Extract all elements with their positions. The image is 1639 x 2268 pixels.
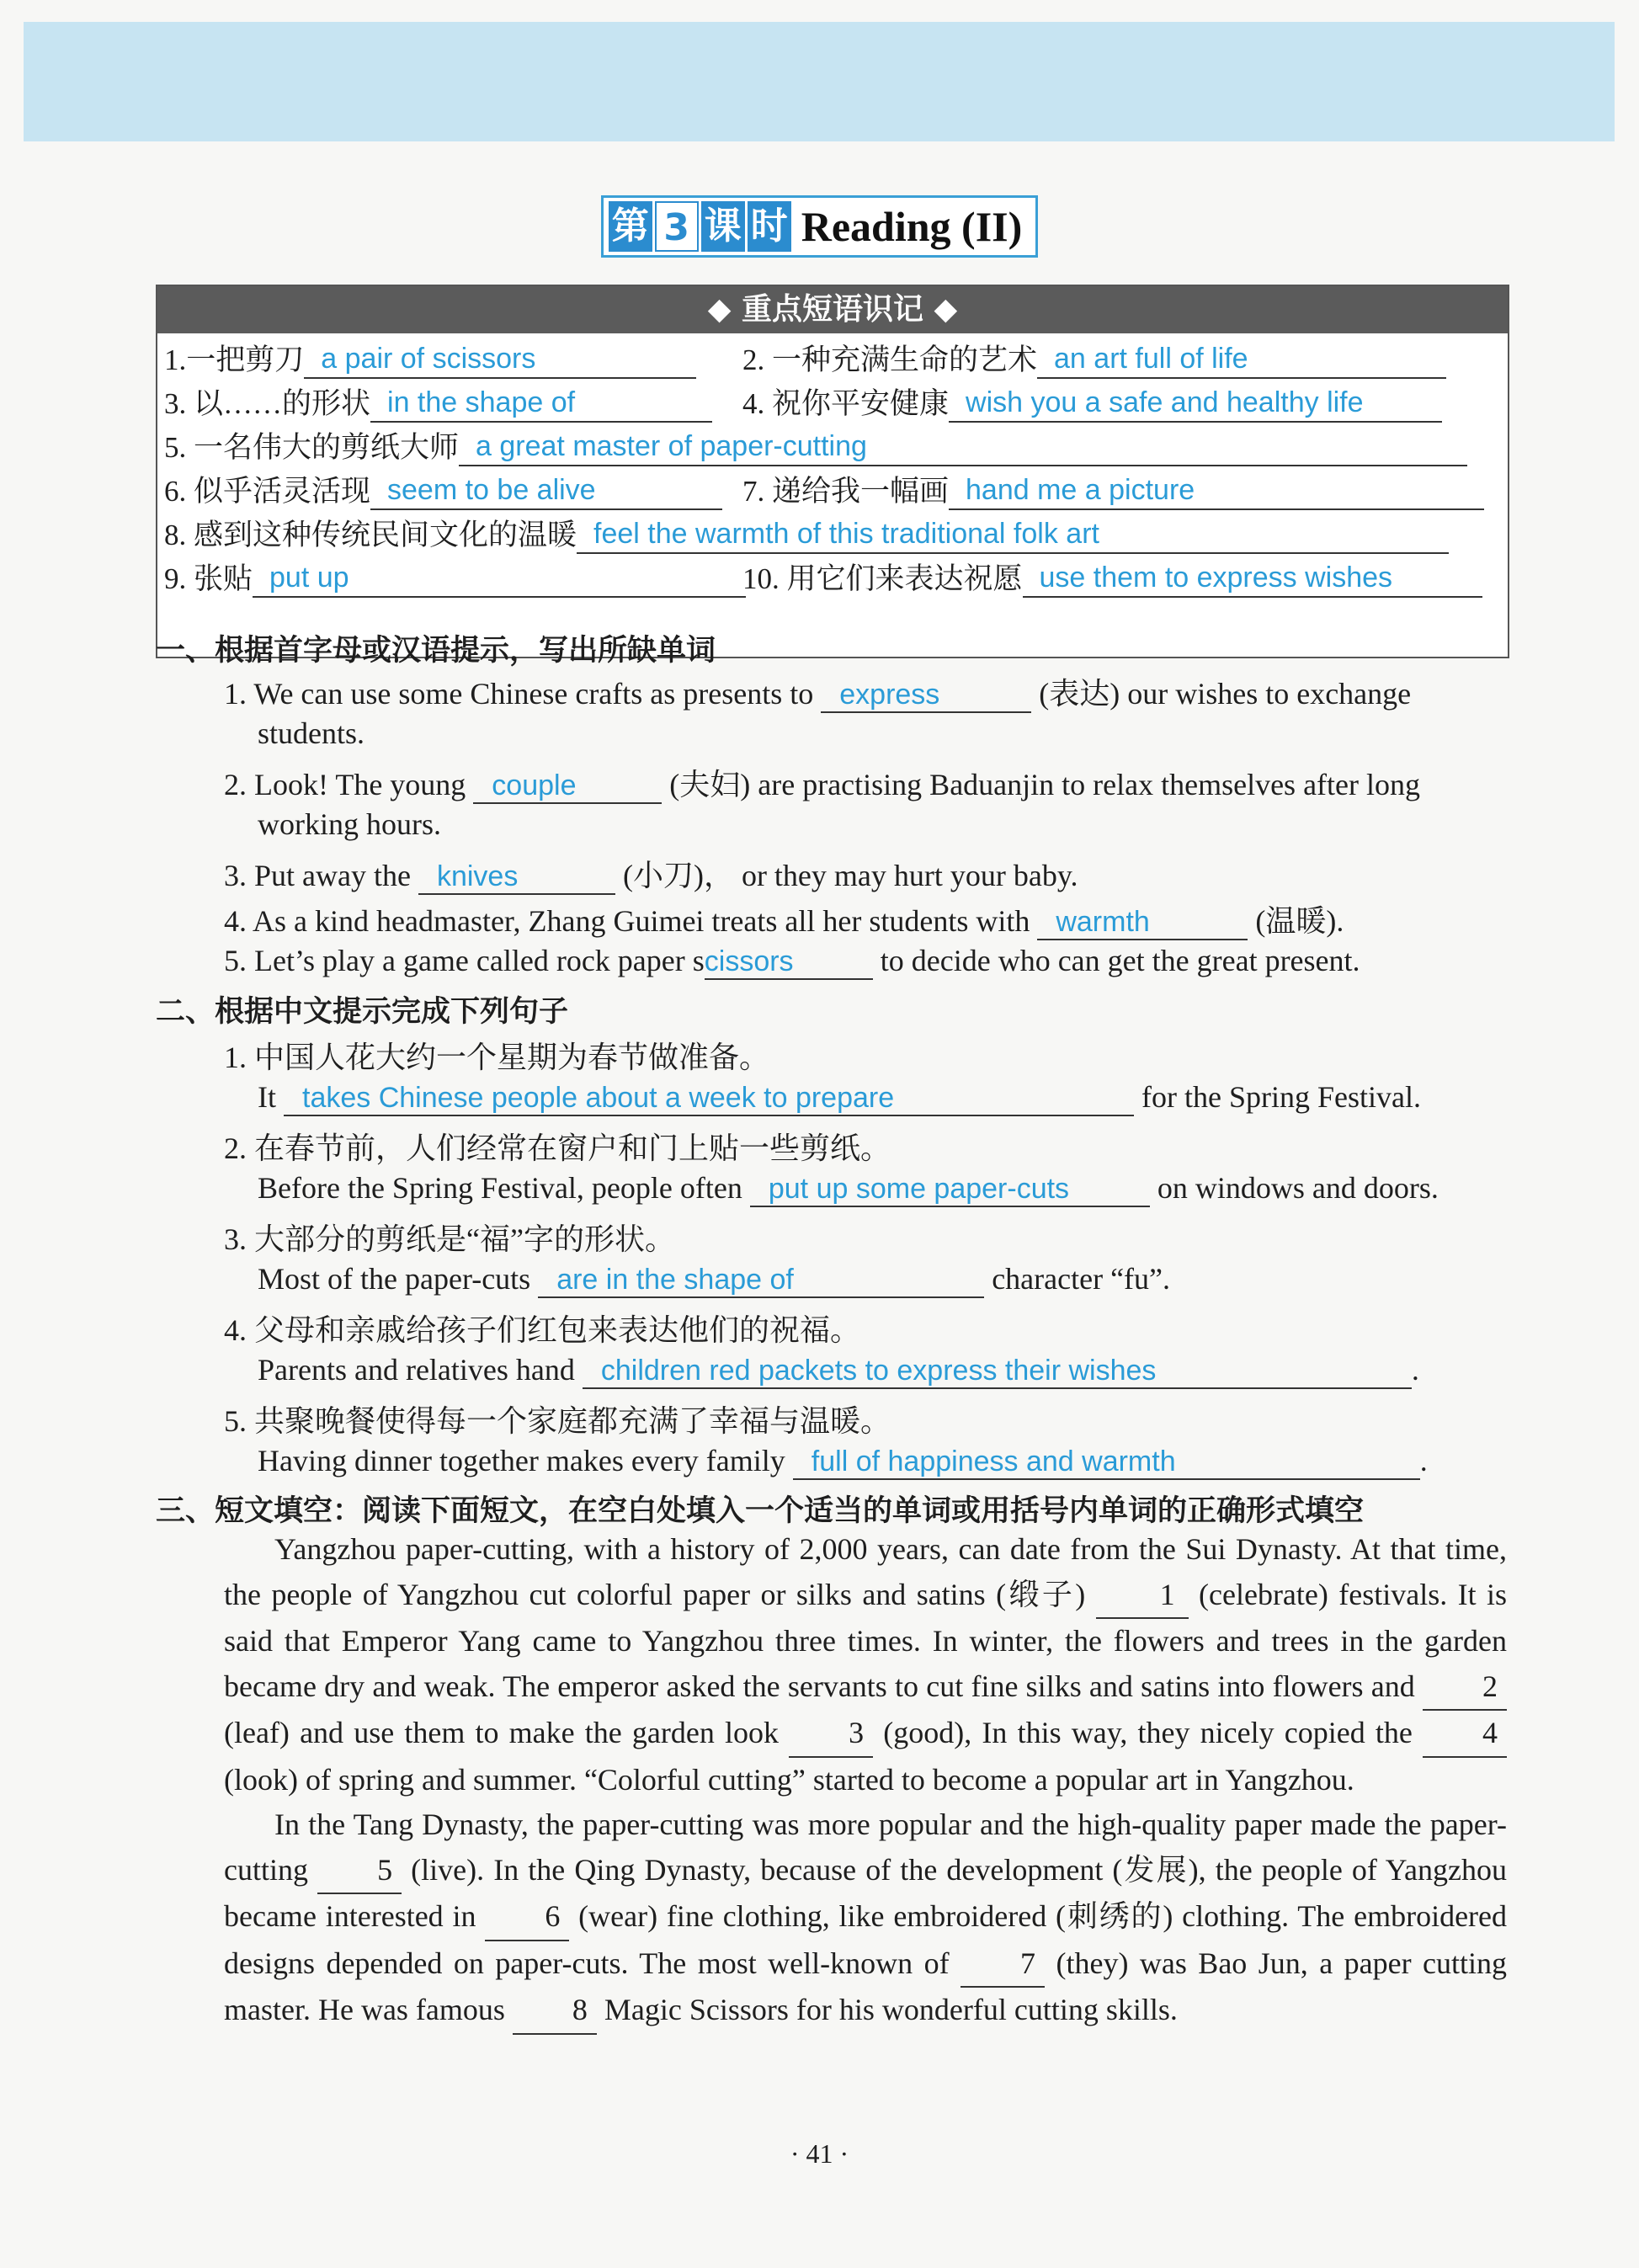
key-phrases-heading: ◆ 重点短语识记 ◆ — [157, 286, 1508, 333]
cloze-blank-3: 3 — [789, 1711, 873, 1758]
cloze-blank-1: 1 — [1096, 1573, 1189, 1620]
question-text: Having dinner together makes every family — [258, 1444, 785, 1477]
section-2-heading: 二、根据中文提示完成下列句子 — [156, 995, 569, 1029]
passage-text: Magic Scissors for his wonderful cutting skills. — [604, 1993, 1178, 2026]
answer-blank: warmth — [1037, 906, 1248, 940]
cloze-passage — [224, 1527, 1507, 2035]
phrase-answer: in the shape of — [370, 386, 712, 423]
s1-question-4 — [224, 897, 1344, 940]
phrase-item — [164, 337, 696, 379]
phrase-row — [157, 424, 1508, 466]
question-text: Before the Spring Festival, people often — [258, 1171, 742, 1205]
question-text: character “fu”. — [992, 1262, 1171, 1296]
question-text: to decide who can get the great present. — [880, 944, 1360, 977]
question-text: students. — [258, 716, 365, 750]
passage-text: Yangzhou paper-cutting, with a history of 2,000 years, can date from the Sui Dynasty. At that time, the people of Yangzhou cut colorful paper or silks and satins (缎子) — [224, 1532, 1507, 1611]
s1-question-1 — [224, 670, 1411, 713]
answer-blank: cissors — [705, 945, 873, 980]
phrase-item — [164, 468, 722, 510]
answer-blank: takes Chinese people about a week to prepare — [284, 1082, 1134, 1116]
phrase-answer: seem to be alive — [370, 474, 722, 510]
phrase-cn: 5. 一名伟大的剪纸大师 — [164, 431, 460, 464]
answer-blank: children red packets to express their wishes — [583, 1355, 1412, 1389]
phrase-answer: a pair of scissors — [304, 343, 696, 379]
s2-question-2 — [258, 1170, 1439, 1207]
section-1-heading: 一、根据首字母或汉语提示，写出所缺单词 — [156, 634, 716, 668]
question-text: Most of the paper-cuts — [258, 1262, 531, 1296]
phrase-row — [157, 337, 1508, 379]
s1-question-5 — [224, 943, 1360, 980]
lesson-tag-char: 时 — [748, 201, 791, 252]
page-number: · 41 · — [790, 2138, 849, 2169]
lesson-tag-char: 课 — [701, 201, 745, 252]
phrase-answer: hand me a picture — [949, 474, 1484, 510]
question-text: for the Spring Festival. — [1141, 1080, 1421, 1114]
phrase-cn: 10. 用它们来表达祝愿 — [742, 562, 1023, 595]
phrase-row — [157, 468, 1508, 510]
question-text: 4. As a kind headmaster, Zhang Guimei treats all her students with — [224, 904, 1030, 938]
passage-text: In the Tang Dynasty, the paper-cutting was more popular and the high-quality paper made the paper-cutting — [224, 1807, 1507, 1887]
lesson-number: 3 — [655, 201, 699, 252]
question-text: (温暖). — [1255, 904, 1344, 938]
passage-text: (they) was Bao Jun, a paper cutting master. He was famous — [224, 1946, 1508, 2026]
s2-question-2-cn: 2. 在春节前，人们经常在窗户和门上贴一些剪纸。 — [224, 1131, 891, 1165]
phrase-cn: 9. 张贴 — [164, 562, 253, 595]
s2-question-3-cn: 3. 大部分的剪纸是“福”字的形状。 — [224, 1222, 675, 1256]
cloze-blank-5: 5 — [317, 1848, 402, 1895]
question-text: (小刀)， or they may hurt your baby. — [622, 859, 1078, 892]
answer-blank: express — [821, 679, 1031, 713]
phrase-item — [164, 556, 746, 598]
phrase-answer: feel the warmth of this traditional folk art — [577, 518, 1449, 554]
passage-text: (wear) fine clothing, like embroidered (刺绣的) clothing. The embroidered designs depended on paper-cuts. The most well-known of — [224, 1899, 1508, 1980]
phrase-answer: wish you a safe and healthy life — [949, 386, 1442, 423]
lesson-tag-char: 第 — [609, 201, 652, 252]
answer-blank: couple — [473, 769, 662, 804]
s2-question-1-cn: 1. 中国人花大约一个星期为春节做准备。 — [224, 1041, 770, 1074]
phrase-item — [742, 381, 1442, 423]
phrase-item — [164, 381, 712, 423]
top-color-band — [24, 22, 1615, 141]
phrase-item — [742, 468, 1484, 510]
question-text: Parents and relatives hand — [258, 1353, 575, 1387]
s2-question-4-cn: 4. 父母和亲戚给孩子们红包来表达他们的祝福。 — [224, 1313, 861, 1347]
s2-question-4 — [258, 1352, 1419, 1389]
title-box — [601, 195, 1039, 258]
cloze-blank-7: 7 — [961, 1941, 1045, 1988]
phrase-item — [164, 424, 1467, 466]
question-text: 5. Let’s play a game called rock paper s — [224, 944, 705, 977]
cloze-blank-4: 4 — [1423, 1711, 1507, 1758]
question-text: It — [258, 1080, 276, 1114]
phrase-item — [164, 512, 1449, 554]
passage-text: (leaf) and use them to make the garden look — [224, 1716, 779, 1749]
question-text: 3. Put away the — [224, 859, 411, 892]
answer-blank: put up some paper-cuts — [750, 1173, 1150, 1207]
answer-blank: are in the shape of — [538, 1264, 984, 1298]
phrase-row — [157, 381, 1508, 423]
cloze-blank-2: 2 — [1423, 1664, 1507, 1712]
passage-paragraph-2 — [224, 1802, 1507, 2035]
passage-text: (look) of spring and summer. “Colorful cutting” started to become a popular art in Yangzhou. — [224, 1762, 1354, 1797]
phrase-row — [157, 556, 1508, 598]
s1-question-2 — [224, 761, 1420, 804]
passage-paragraph-1 — [224, 1527, 1507, 1802]
s2-question-1 — [258, 1079, 1421, 1116]
section-3-heading: 三、短文填空：阅读下面短文，在空白处填入一个适当的单词或用括号内单词的正确形式填空 — [156, 1494, 1365, 1528]
answer-blank: full of happiness and warmth — [793, 1445, 1420, 1480]
question-text: (表达) our wishes to exchange — [1039, 677, 1412, 711]
phrase-answer: an art full of life — [1037, 343, 1446, 379]
phrase-cn: 2. 一种充满生命的艺术 — [742, 343, 1038, 376]
s2-question-3 — [258, 1261, 1170, 1298]
question-text: on windows and doors. — [1157, 1171, 1439, 1205]
question-text: . — [1419, 1444, 1428, 1477]
s1-question-3 — [224, 852, 1078, 895]
key-phrases-box — [156, 285, 1509, 658]
phrase-cn: 8. 感到这种传统民间文化的温暖 — [164, 519, 577, 551]
passage-text: (live). In the Qing Dynasty, because of the development (发展), the people of Yangzhou became interested in — [224, 1852, 1507, 1933]
page-title: Reading (II) — [801, 203, 1023, 250]
lesson-tag — [609, 201, 791, 252]
s2-question-5 — [258, 1443, 1428, 1480]
question-text: . — [1411, 1353, 1419, 1387]
answer-blank: knives — [418, 860, 615, 895]
phrase-cn: 7. 递给我一幅画 — [742, 475, 950, 508]
phrase-cn: 4. 祝你平安健康 — [742, 387, 950, 420]
question-text: (夫妇) are practising Baduanjin to relax themselves after long — [669, 768, 1420, 801]
lesson-title — [0, 195, 1639, 258]
phrase-cn: 6. 似乎活灵活现 — [164, 475, 371, 508]
phrase-item — [742, 556, 1482, 598]
phrase-answer: use them to express wishes — [1023, 562, 1482, 598]
cloze-blank-8: 8 — [513, 1988, 597, 2035]
passage-text: (celebrate) festivals. It is said that Emperor Yang came to Yangzhou three times. In winter, the flowers and trees in the garden became dry and weak. The emperor asked the servants to cut fine silks and satins into flowers and — [224, 1577, 1508, 1703]
s2-question-5-cn: 5. 共聚晚餐使得每一个家庭都充满了幸福与温暖。 — [224, 1404, 891, 1438]
question-text: working hours. — [258, 807, 441, 841]
phrase-answer: a great master of paper-cutting — [459, 430, 1467, 466]
phrase-cn: 3. 以……的形状 — [164, 387, 371, 420]
question-text: 1. We can use some Chinese crafts as presents to — [224, 677, 814, 711]
cloze-blank-6: 6 — [485, 1894, 569, 1941]
passage-text: (good), In this way, they nicely copied the — [883, 1716, 1413, 1749]
phrase-cn: 1.一把剪刀 — [164, 343, 305, 376]
phrase-item — [742, 337, 1446, 379]
phrase-answer: put up — [253, 562, 746, 598]
question-text: 2. Look! The young — [224, 768, 466, 801]
phrase-row — [157, 512, 1508, 554]
